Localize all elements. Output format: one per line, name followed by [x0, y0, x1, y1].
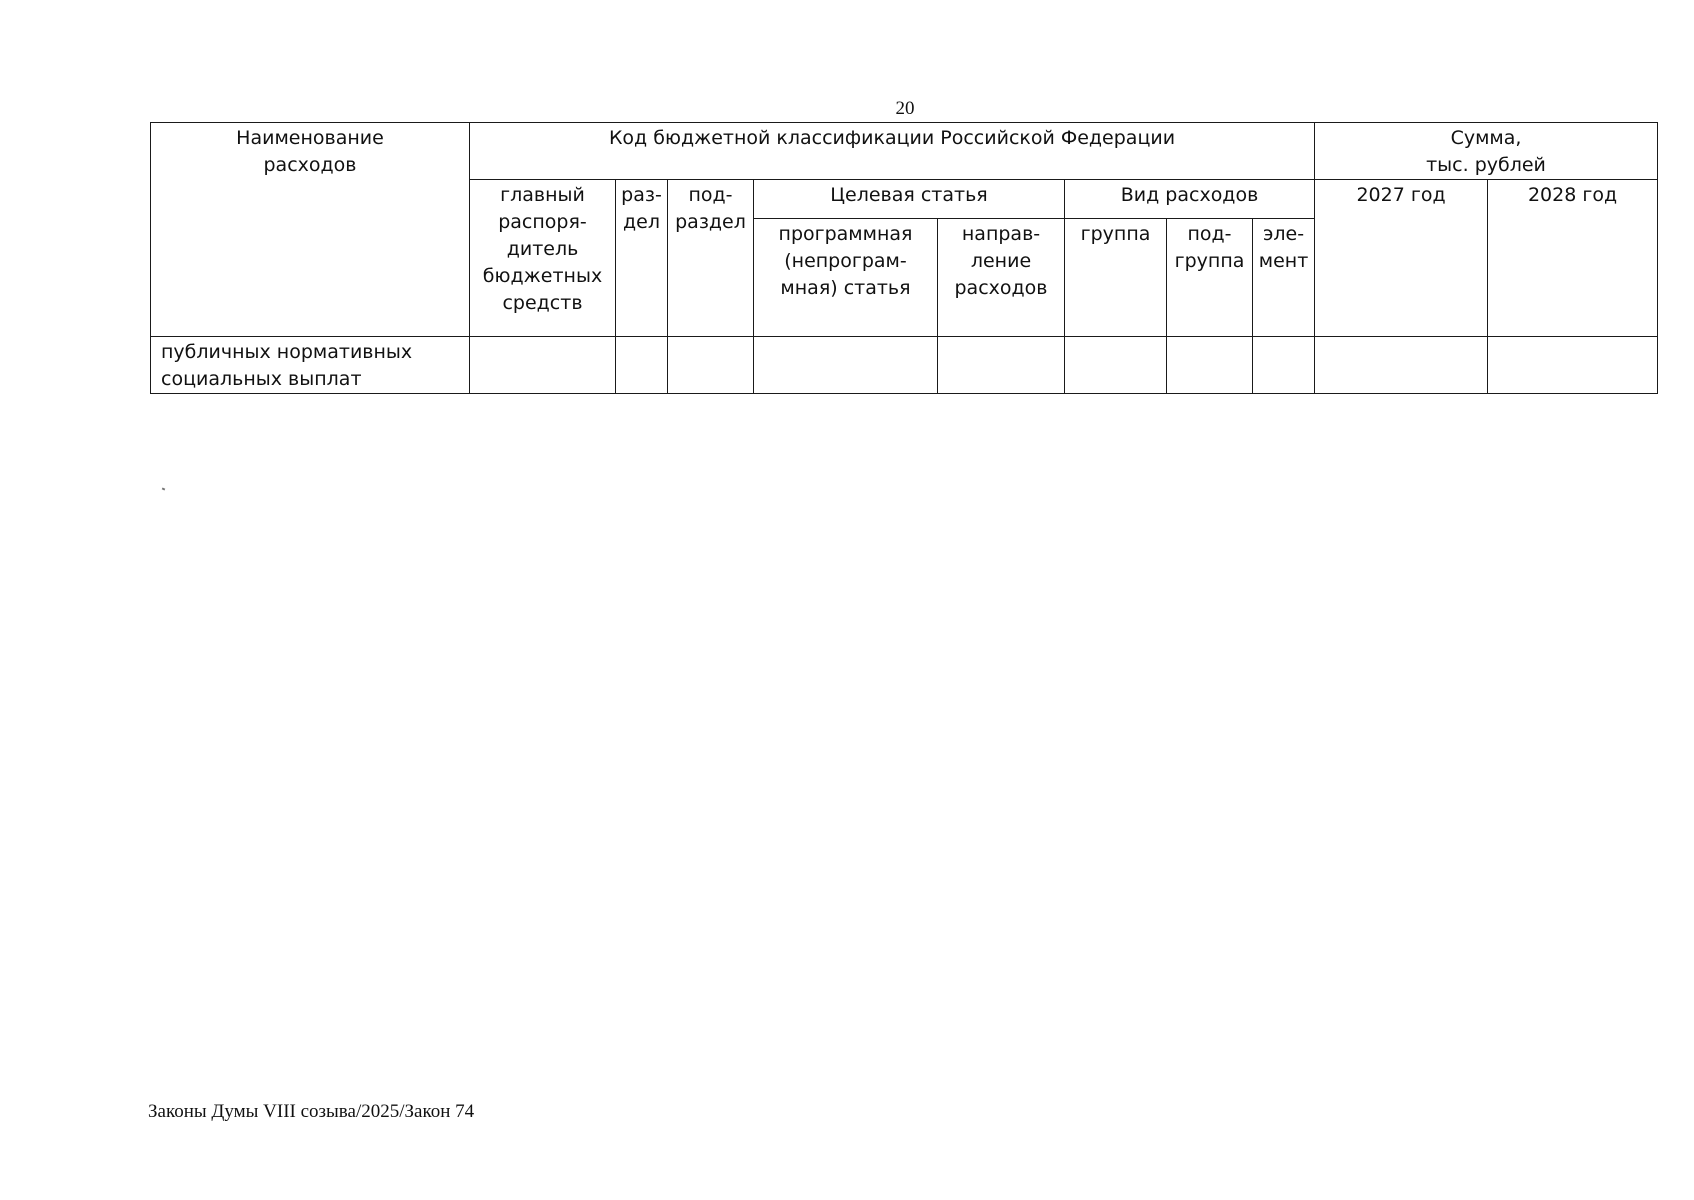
header-main-manager: главный распоря- дитель бюджетных средств [470, 180, 616, 337]
page-number: 20 [895, 98, 915, 119]
row-sum-2028 [1488, 337, 1658, 394]
row-element [1253, 337, 1315, 394]
header-expense-type: Вид расходов [1065, 180, 1315, 219]
table-row [151, 337, 1658, 394]
header-year-2027: 2027 год [1315, 180, 1488, 337]
header-expense-direction: направ- ление расходов [938, 219, 1065, 337]
row-section [616, 337, 668, 394]
header-expense-name: Наименование расходов [151, 123, 470, 337]
header-section: раз- дел [616, 180, 668, 337]
row-group [1065, 337, 1167, 394]
budget-table [150, 122, 1658, 394]
header-subgroup: под- группа [1167, 219, 1253, 337]
row-sum-2027 [1315, 337, 1488, 394]
header-year-2028: 2028 год [1488, 180, 1658, 337]
row-main-manager [470, 337, 616, 394]
header-target-article: Целевая статья [754, 180, 1065, 219]
document-footer: Законы Думы VIII созыва/2025/Закон 74 [148, 1101, 475, 1122]
row-subgroup [1167, 337, 1253, 394]
scan-speck [162, 487, 166, 490]
row-program-article [754, 337, 938, 394]
row-expense-direction [938, 337, 1065, 394]
header-subsection: под- раздел [668, 180, 754, 337]
row-subsection [668, 337, 754, 394]
header-group: группа [1065, 219, 1167, 337]
header-element: эле- мент [1253, 219, 1315, 337]
header-program-article: программная (непрограм- мная) статья [754, 219, 938, 337]
row-expense-name: публичных нормативных социальных выплат [151, 337, 470, 394]
header-budget-code: Код бюджетной классификации Российской Федерации [470, 123, 1315, 180]
header-sum: Сумма, тыс. рублей [1315, 123, 1658, 180]
